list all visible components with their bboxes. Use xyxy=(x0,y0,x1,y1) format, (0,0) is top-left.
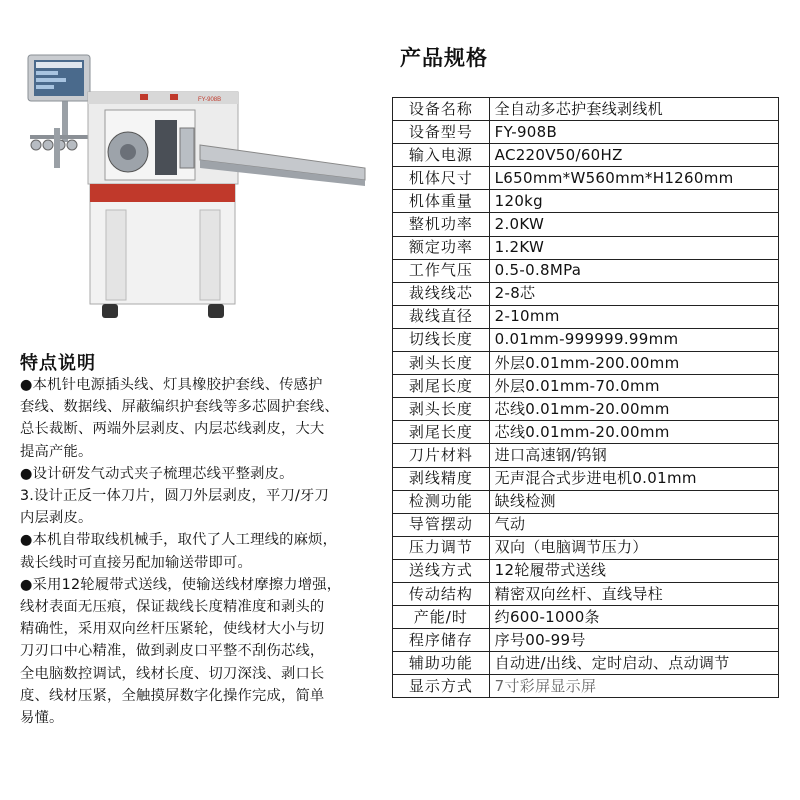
feature-line: 线材表面无压痕，保证裁线长度精准度和剥头的 xyxy=(20,599,325,616)
spec-label: 额定功率 xyxy=(393,236,490,259)
feature-line: 3.设计正反一体刀片，圆刀外层剥皮，平刀/牙刀 xyxy=(20,488,329,505)
caster-wheel xyxy=(208,304,224,318)
spec-row xyxy=(393,444,779,467)
spec-row xyxy=(393,328,779,351)
feature-line: 裁长线时可直接另配加输送带即可。 xyxy=(20,554,252,571)
spec-row xyxy=(393,167,779,190)
spec-value: 无声混合式步进电机0.01mm xyxy=(489,467,778,490)
spec-row xyxy=(393,490,779,513)
feature-line: ●本机自带取线机械手，取代了人工理线的麻烦， xyxy=(20,532,338,549)
spec-row xyxy=(393,513,779,536)
spec-row xyxy=(393,190,779,213)
spec-value: FY-908B xyxy=(489,121,778,144)
spec-label: 机体重量 xyxy=(393,190,490,213)
spec-row xyxy=(393,259,779,282)
spec-value: 12轮履带式送线 xyxy=(489,559,778,582)
spec-value: 1.2KW xyxy=(489,236,778,259)
spec-row xyxy=(393,213,779,236)
features-title: 特点说明 xyxy=(20,353,96,374)
spec-value: 约600-1000条 xyxy=(489,606,778,629)
model-plate: FY-908B xyxy=(198,97,222,103)
spec-label: 输入电源 xyxy=(393,144,490,167)
spec-value: 外层0.01mm-200.00mm xyxy=(489,352,778,375)
spec-value: 序号00-99号 xyxy=(489,629,778,652)
spec-label: 设备名称 xyxy=(393,98,490,121)
spec-value: 0.5-0.8MPa xyxy=(489,259,778,282)
spec-value: 2-8芯 xyxy=(489,282,778,305)
spec-label: 剥头长度 xyxy=(393,352,490,375)
blade-assembly xyxy=(155,120,177,175)
spec-label: 裁线线芯 xyxy=(393,282,490,305)
spec-row xyxy=(393,421,779,444)
feature-line: 套线、数据线、屏蔽编织护套线等多芯圆护套线、 xyxy=(20,399,339,416)
spec-row xyxy=(393,375,779,398)
spec-row xyxy=(393,352,779,375)
spec-row xyxy=(393,98,779,121)
spec-value: 芯线0.01mm-20.00mm xyxy=(489,421,778,444)
spec-row xyxy=(393,652,779,675)
spec-value: 气动 xyxy=(489,513,778,536)
feature-line: 精确性，采用双向丝杆压紧轮，使线材大小与切 xyxy=(20,621,325,638)
feature-line: ●本机针电源插头线、灯具橡胶护套线、传感护 xyxy=(20,377,323,393)
spec-row xyxy=(393,582,779,605)
spec-row xyxy=(393,629,779,652)
spec-row xyxy=(393,398,779,421)
spec-value: 芯线0.01mm-20.00mm xyxy=(489,398,778,421)
feature-line: 易懂。 xyxy=(20,710,64,727)
spec-label: 压力调节 xyxy=(393,536,490,559)
spec-row xyxy=(393,467,779,490)
feature-line: 总长裁断、两端外层剥皮、内层芯线剥皮，大大 xyxy=(20,421,325,438)
spec-label: 送线方式 xyxy=(393,559,490,582)
feature-line: ●采用12轮履带式送线，使输送线材摩擦力增强， xyxy=(20,576,342,593)
spec-label: 设备型号 xyxy=(393,121,490,144)
spec-value: 2.0KW xyxy=(489,213,778,236)
spec-value: 全自动多芯护套线剥线机 xyxy=(489,98,778,121)
spec-row xyxy=(393,121,779,144)
spec-value: 0.01mm-999999.99mm xyxy=(489,328,778,351)
spec-value: 进口高速钢/钨钢 xyxy=(489,444,778,467)
spec-label: 辅助功能 xyxy=(393,652,490,675)
feature-line: 提高产能。 xyxy=(20,443,93,460)
spec-label: 剥线精度 xyxy=(393,467,490,490)
feature-line: 刀刃口中心精准，做到剥皮口平整不刮伤芯线， xyxy=(20,643,325,660)
spec-row xyxy=(393,675,779,698)
feature-line: 内层剥皮。 xyxy=(20,510,93,527)
spec-row xyxy=(393,606,779,629)
spec-label: 剥尾长度 xyxy=(393,421,490,444)
feature-line: 全电脑数控调试，线材长度、切刀深浅、剥口长 xyxy=(20,665,325,682)
spec-value: 120kg xyxy=(489,190,778,213)
spec-label: 传动结构 xyxy=(393,582,490,605)
spec-value: 7寸彩屏显示屏 xyxy=(489,675,778,698)
spec-label: 切线长度 xyxy=(393,328,490,351)
specs-title: 产品规格 xyxy=(400,46,488,70)
spec-label: 剥头长度 xyxy=(393,398,490,421)
wire-straightener xyxy=(30,128,90,168)
spec-row xyxy=(393,536,779,559)
spec-label: 机体尺寸 xyxy=(393,167,490,190)
spec-value: 缺线检测 xyxy=(489,490,778,513)
feature-line: ●设计研发气动式夹子梳理芯线平整剥皮。 xyxy=(20,465,294,482)
spec-label: 裁线直径 xyxy=(393,305,490,328)
spec-value: 自动进/出线、定时启动、点动调节 xyxy=(489,652,778,675)
spec-value: 2-10mm xyxy=(489,305,778,328)
spec-row xyxy=(393,282,779,305)
spec-label: 剥尾长度 xyxy=(393,375,490,398)
spec-value: 双向（电脑调节压力） xyxy=(489,536,778,559)
spec-value: AC220V50/60HZ xyxy=(489,144,778,167)
spec-label: 导管摆动 xyxy=(393,513,490,536)
caster-wheel xyxy=(102,304,118,318)
spec-label: 刀片材料 xyxy=(393,444,490,467)
spec-label: 产能/时 xyxy=(393,606,490,629)
spec-value: 外层0.01mm-70.0mm xyxy=(489,375,778,398)
machine-photo xyxy=(10,40,380,340)
spec-label: 程序储存 xyxy=(393,629,490,652)
spec-value: L650mm*W560mm*H1260mm xyxy=(489,167,778,190)
spec-value: 精密双向丝杆、直线导柱 xyxy=(489,582,778,605)
spec-row xyxy=(393,559,779,582)
feature-line: 度、线材压紧，全触摸屏数字化操作完成，简单 xyxy=(20,687,325,704)
spec-row xyxy=(393,305,779,328)
specs-table xyxy=(392,97,779,698)
spec-label: 显示方式 xyxy=(393,675,490,698)
spec-label: 检测功能 xyxy=(393,490,490,513)
spec-label: 整机功率 xyxy=(393,213,490,236)
spec-label: 工作气压 xyxy=(393,259,490,282)
spec-row xyxy=(393,236,779,259)
features-list xyxy=(20,374,365,729)
spec-row xyxy=(393,144,779,167)
